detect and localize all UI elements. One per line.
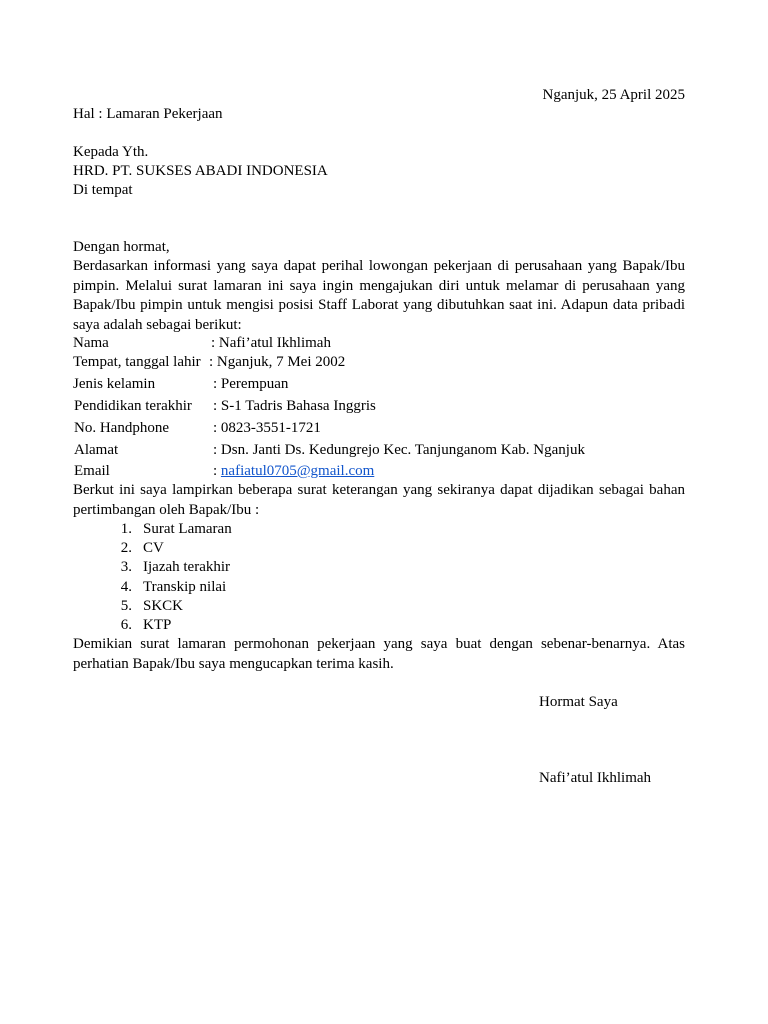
email-colon: : [213,463,218,479]
recipient-greeting: Kepada Yth. [73,144,149,160]
list-item-number: 6. [120,617,132,633]
list-item: Transkip nilai [143,579,227,595]
address-label: Alamat [74,442,119,458]
list-item-number: 3. [120,559,132,575]
list-item: KTP [143,617,172,633]
birth-value: : Nganjuk, 7 Mei 2002 [209,354,346,370]
phone-value: : 0823-3551-1721 [213,420,321,436]
signoff: Hormat Saya [539,694,618,710]
recipient-company: HRD. PT. SUKSES ABADI INDONESIA [73,163,328,179]
list-item: Ijazah terakhir [143,559,231,575]
subject-line: Hal : Lamaran Pekerjaan [73,106,223,122]
name-value: : Nafi’atul Ikhlimah [211,335,331,351]
closing-paragraph: Demikian surat lamaran permohonan pekerjaan yang saya buat dengan sebenar-benarnya. Atas perhatian Bapak/Ibu saya mengucapkan terima kasih. [73,636,685,672]
phone-label: No. Handphone [74,420,169,436]
list-item-number: 4. [120,579,132,595]
salutation: Dengan hormat, [73,239,170,255]
email-row [213,462,374,481]
intro-paragraph: Berdasarkan informasi yang saya dapat perihal lowongan pekerjaan di perusahaan yang Bapak/Ibu pimpin. Melalui surat lamaran ini saya ingin mengajukan diri untuk melamar di perusahaan yang Bapak/Ibu pimpin untuk mengisi posisi Staff Laborat yang dibutuhkan saat ini. Adapun data pribadi saya adalah sebagai berikut: [73,258,685,333]
list-item: CV [143,540,164,556]
education-label: Pendidikan terakhir [74,398,192,414]
recipient-location: Di tempat [73,182,133,198]
gender-value: : Perempuan [213,376,289,392]
gender-label: Jenis kelamin [73,376,156,392]
name-label: Nama [73,335,109,351]
list-item-number: 1. [120,521,132,537]
list-item: SKCK [143,598,184,614]
list-item-number: 5. [120,598,132,614]
place-date: Nganjuk, 25 April 2025 [542,87,685,103]
list-item: Surat Lamaran [143,521,232,537]
address-value: : Dsn. Janti Ds. Kedungrejo Kec. Tanjunganom Kab. Nganjuk [213,442,585,458]
attachments-intro: Berkut ini saya lampirkan beberapa surat keterangan yang sekiranya dapat dijadikan sebagai bahan pertimbangan oleh Bapak/Ibu : [73,482,685,518]
list-item-number: 2. [120,540,132,556]
signature-name: Nafi’atul Ikhlimah [539,770,652,786]
birth-label: Tempat, tanggal lahir [73,354,201,370]
email-link[interactable]: nafiatul0705@gmail.com [220,463,375,479]
education-value: : S-1 Tadris Bahasa Inggris [213,398,376,414]
email-label: Email [74,463,110,479]
